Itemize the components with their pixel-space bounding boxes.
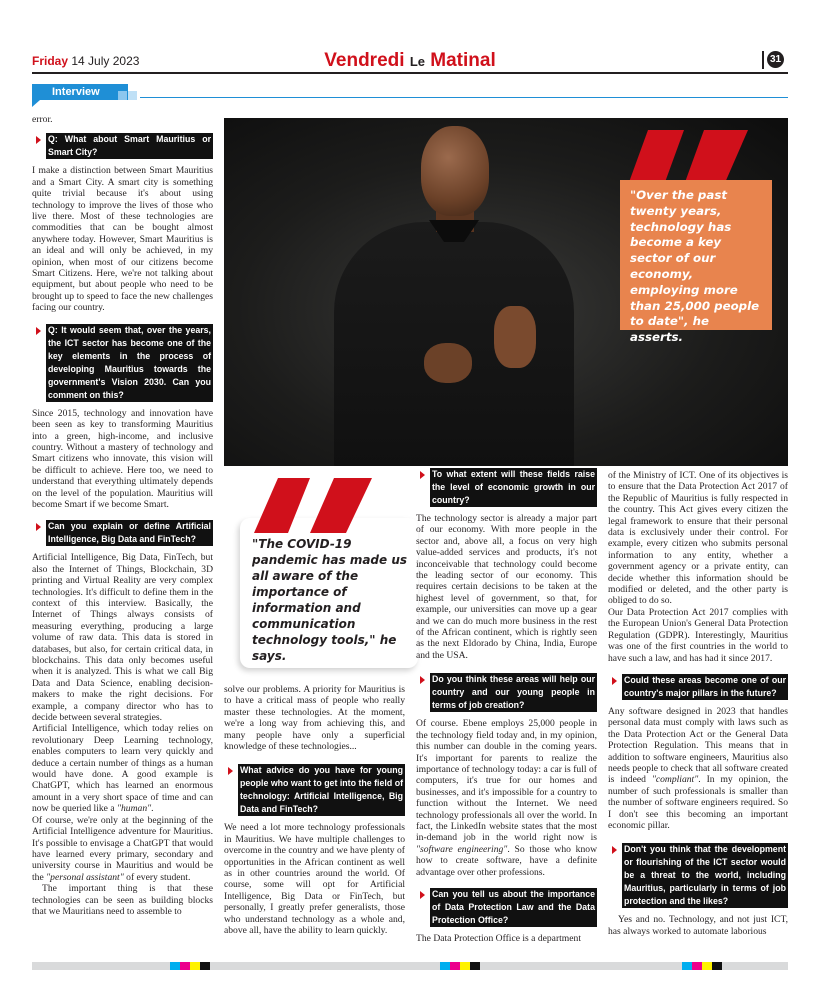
text-run: Artificial Intelligence, which today relies on revolutionary Deep Learning technology, enables computers to learn very quickly and deduce a certain number of things as a human would have done. A good example is ChatGPT, which has learned an enormous amount in a very short space of time and can now be queried like a <box>32 723 213 815</box>
pull-quote-1: "Over the past twenty years, technology has become a key sector of our economy, employing more than 25,000 people to date", he asserts. <box>620 180 772 330</box>
question-heading <box>416 888 597 927</box>
quote-mark-icon <box>628 130 748 185</box>
article-column-4 <box>608 470 788 937</box>
question-heading <box>608 674 788 700</box>
footer-bar <box>32 962 788 970</box>
text-run: . So those who know how to create software, have a definite advantage over other professions. <box>416 843 597 878</box>
italic-run: "compliant" <box>651 774 699 786</box>
page-number-badge: 31 <box>767 51 784 68</box>
masthead-matinal: Matinal <box>430 50 496 71</box>
pull-quote-2: "The COVID-19 pandemic has made us all aware of the importance of information and communication technology tools," he says. <box>240 518 418 668</box>
paragraph: Our Data Protection Act 2017 complies with the European Union's General Data Protection Regulation (GDPR). Interestingly, Mauritius was one of the first countries in the world to have such a law, and has had it since 2017. <box>608 606 788 664</box>
article-column-2 <box>224 684 405 937</box>
quote-mark-icon <box>252 478 372 533</box>
text-run: Of course. Ebene employs 25,000 people in the technology field today and, in my opinion, this number can double in the coming years. It's important for parents to realize the importance of technology today: a car is full of computers, it's true for our homes and businesses, and it's impossible for a country to function without the Internet. We need technology professionals all over the world. In fact, the LinkedIn website states that the most in-demand job in the world right now is <box>416 718 597 844</box>
paragraph: of the Ministry of ICT. One of its objectives is to ensure that the Data Protection Act 2017 of the Republic of Mauritius is fully respected in the country. This Act gives every citizen the legal framework to ensure that their personal data is exclusively under their control. For example, every citizen who submits personal information to any entity, whether a government agency or a private entity, can decide whether this information should be modified or deleted, and the other party is obliged to do so. <box>608 470 788 607</box>
paragraph: I make a distinction between Smart Mauritius and a Smart City. A smart city is something quite trivial because it's about using technology to improve the lives of those who live there. Most of these technologies are commodities that can be bought almost anywhere today. However, Smart Mauritius is an ideal and will only be achieved, in my opinion, when most of our citizens become Smart Citizens. Here, we're not talking about equipment, but about people who need to be brought up to speed to face the new challenges facing our country. <box>32 165 213 314</box>
question-text: What advice do you have for young people who want to get into the field of technology: Artificial Intelligence, Big Data and FinTech? <box>240 765 403 815</box>
article-column-3 <box>416 466 597 944</box>
italic-run: "human" <box>116 803 152 815</box>
paragraph: error. <box>32 114 53 125</box>
question-heading <box>32 133 213 159</box>
question-text: Q: It would seem that, over the years, the ICT sector has become one of the key elements in the process of developing Mauritius towards the government's Vision 2030. Can you comment on this? <box>48 324 211 400</box>
question-heading <box>32 324 213 402</box>
page-number <box>762 51 784 69</box>
question-heading <box>608 843 788 908</box>
header-rule <box>32 72 788 74</box>
italic-run: "software engineering" <box>416 843 508 855</box>
masthead <box>0 50 820 72</box>
section-rule <box>140 97 788 98</box>
question-text: Don't you think that the development or flourishing of the ICT sector would be a threat to the world, including Mauritius, particularly in terms of job protection and the likes? <box>624 844 786 907</box>
article-column-1 <box>32 114 213 917</box>
registration-marks <box>682 962 722 970</box>
header-date-text: 14 July 2023 <box>71 54 140 68</box>
registration-marks <box>170 962 210 970</box>
question-text: Can you explain or define Artificial Intelligence, Big Data and FinTech? <box>48 521 211 545</box>
question-text: Can you tell us about the importance of Data Protection Law and the Data Protection Office? <box>432 888 595 925</box>
paragraph <box>608 706 788 831</box>
registration-marks <box>440 962 480 970</box>
header-day: Friday <box>32 54 69 68</box>
question-text: Could these areas become one of our country's major pillars in the future? <box>624 674 786 698</box>
masthead-le: Le <box>409 54 425 69</box>
question-heading <box>224 764 405 816</box>
page-number-bar <box>762 51 764 69</box>
paragraph: Artificial Intelligence, Big Data, FinTech, but also the Internet of Things, Blockchain, 3D printing and Virtual Reality are very complex technologies. It's difficult to define them in the context of this interview. Basically, the Internet of Things always consists of measuring everything, producing a large volume of raw data. This data is stored in databases, but also, for certain critical data, in blockchains. This data only becomes useful when it is analyzed. This is what we call Big Data and Data Science, enabling decision-makers to make the right decisions. For example, a company director who has to decide between several strategies. <box>32 552 213 724</box>
paragraph: The Data Protection Office is a department <box>416 932 581 944</box>
section-square <box>118 91 127 100</box>
italic-run: "personal assistant" <box>46 871 124 883</box>
photo-hand <box>424 343 472 383</box>
question-text: To what extent will these fields raise the level of economic growth in our country? <box>432 469 595 505</box>
paragraph: Yes and no. Technology, and not just ICT, has always worked to automate laborious <box>608 914 788 937</box>
section-tab: Interview <box>32 84 128 100</box>
masthead-vendredi: Vendredi <box>324 50 405 71</box>
paragraph: Since 2015, technology and innovation have been seen as key to transforming Mauritius into a green, high-income, and inclusive country. Without a mastery of technology and Smart citizens who innovate, this vision will be difficult to achieve. Here too, we need to understand that everything ultimately depends on the level of the population. Mauritius will become Smart if we become Smart. <box>32 407 213 510</box>
question-heading <box>416 468 597 507</box>
text-run: Of course, we're only at the beginning of the Artificial Intelligence adventure for Mauritius. It's possible to envisage a ChatGPT that would have learned every primary, secondary and university course in Mauritius and would be the <box>32 814 213 883</box>
paragraph <box>416 718 597 878</box>
paragraph: The important thing is that these technologies can be seen as building blocks that we Mauritians need to assemble to <box>32 883 213 917</box>
section-square <box>128 91 137 100</box>
paragraph: The technology sector is already a major part of our economy. With more people in the sector and, above all, a focus on very high value-added services and products, it's not inconceivable that technology could become the leading sector of our economy. This requires certain decisions to be taken at the highest level of government, so that, for example, our universities can move up a gear and we can do much more business in the rest of the African continent, which is rightly seen as the next Eldorado by China, India, Europe and the USA. <box>416 513 597 661</box>
text-run: . In my opinion, the number of such professionals is smaller than the number of software engineers required. So I don't see this becoming an important economic pillar. <box>608 774 788 831</box>
text-run: of every student. <box>123 871 191 883</box>
text-run: . <box>151 803 154 815</box>
paragraph <box>32 723 213 814</box>
question-heading <box>416 673 597 712</box>
paragraph <box>32 815 213 883</box>
question-heading <box>32 520 213 546</box>
paragraph: We need a lot more technology professionals in Mauritius. We have multiple challenges to overcome in the country and we have plenty of opportunities in the African continent as well as in other countries around the world. Of course, some will opt for Artificial Intelligence, Big Data or FinTech, but personally, I greatly prefer generalists, those who understand technology as a whole and, above all, have the ability to learn quickly. <box>224 822 405 937</box>
photo-head <box>421 126 489 216</box>
text-run: Any software designed in 2023 that handles personal data must comply with laws such as the Data Protection Act or the General Data Protection Regulation. This means that in addition to software engineers, Mauritius also needs people to check that all software created is indeed <box>608 705 788 786</box>
photo-hand <box>494 306 536 368</box>
question-text: Do you think these areas will help our country and our young people in terms of job creation? <box>432 674 595 711</box>
paragraph: solve our problems. A priority for Mauritius is to have a critical mass of people who really master these technologies. At the moment, we're a long way from achieving this, and many people have only a superficial knowledge of these technologies... <box>224 684 405 753</box>
question-text: Q: What about Smart Mauritius or Smart City? <box>48 134 211 158</box>
